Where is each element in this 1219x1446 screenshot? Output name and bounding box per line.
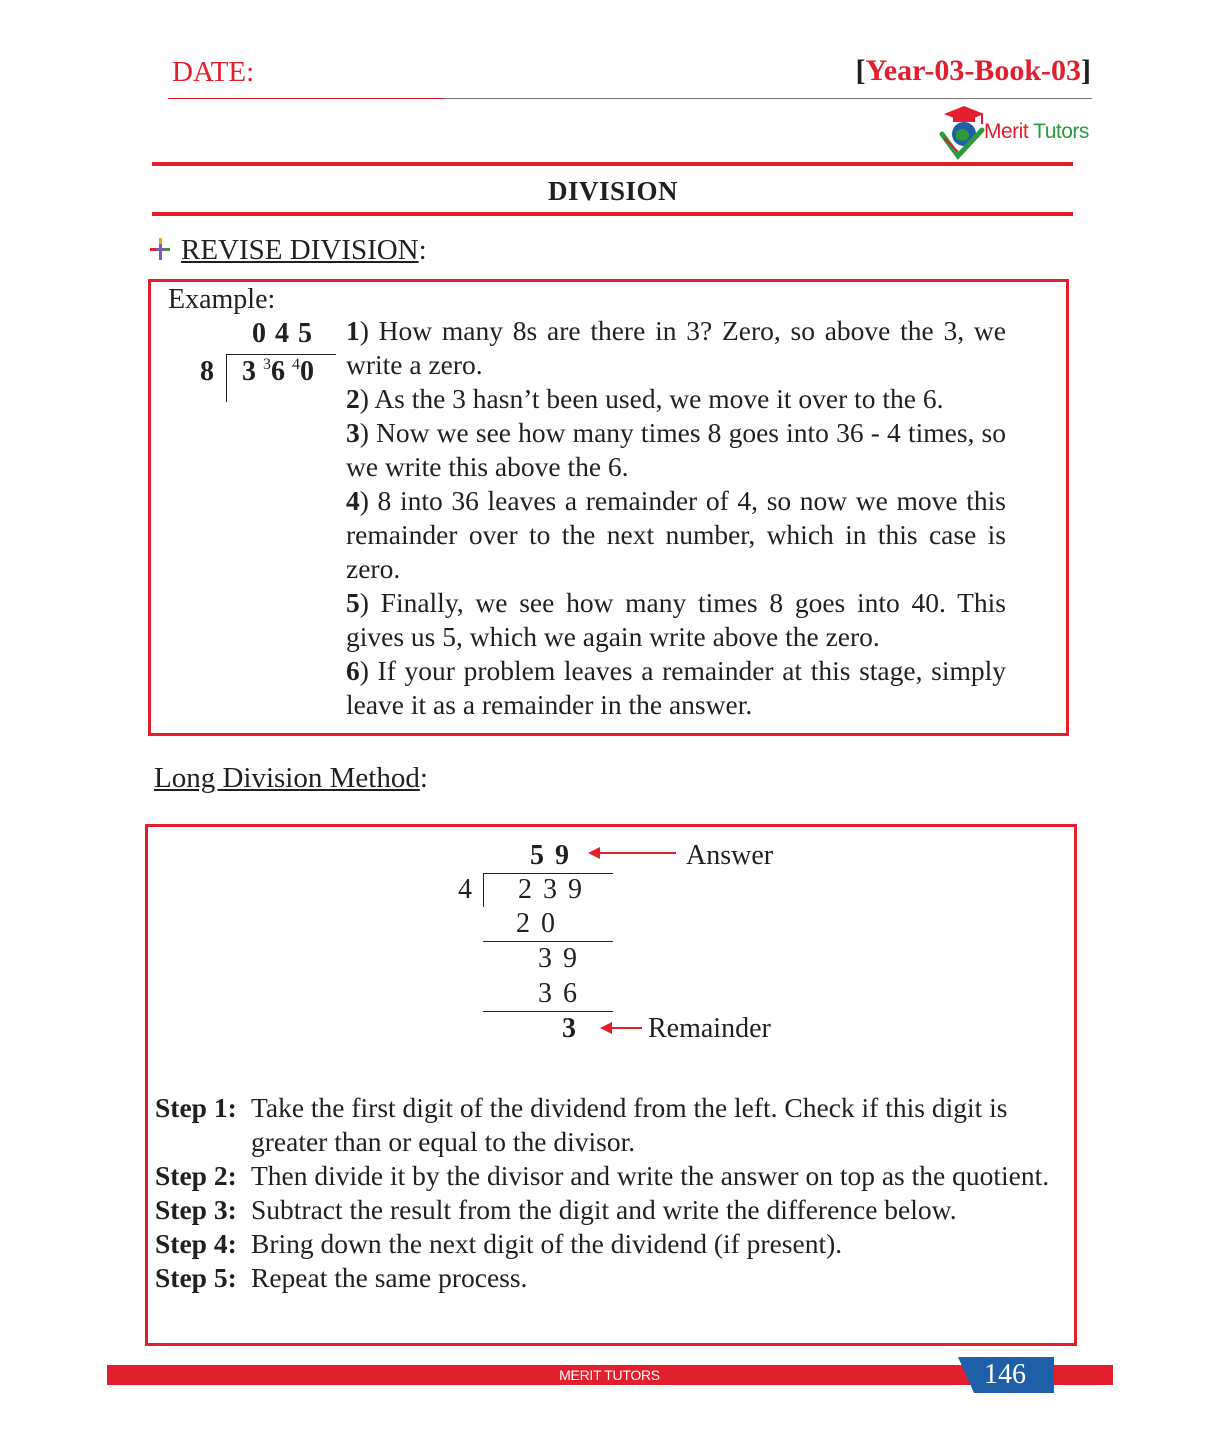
long-division-heading (154, 762, 428, 795)
carry-digit: 3 (263, 356, 271, 373)
ld-subtrahend-1: 2 0 (516, 908, 557, 939)
example-division-bracket (226, 354, 227, 402)
example-step-text: ) As the 3 hasn’t been used, we move it over to the 6. (359, 383, 944, 414)
step-text: Bring down the next digit of the dividend (if present). (251, 1228, 843, 1259)
footer-brand: MERIT TUTORS (559, 1367, 660, 1383)
dividend-digit: 3 (242, 356, 256, 387)
title-bar-bottom (152, 212, 1073, 216)
step-text: Take the first digit of the dividend from the left. Check if this digit is greater than or equal to the divisor. (251, 1092, 1008, 1157)
ld-remainder-value: 3 (562, 1013, 576, 1044)
book-bracket-open: [ (855, 54, 866, 87)
ld-divisor: 4 (458, 874, 472, 905)
example-step-text: ) How many 8s are there in 3? Zero, so above the 3, we write a zero. (346, 315, 1006, 380)
ld-remainder-label: Remainder (648, 1013, 771, 1044)
example-division-vinculum (226, 354, 336, 355)
example-step (346, 416, 1006, 484)
example-step (346, 382, 1006, 416)
logo-word-merit: Merit (984, 120, 1029, 143)
example-step-text: ) Now we see how many times 8 goes into 36 - 4 times, so we write this above the 6. (346, 417, 1006, 482)
step-label: Step 4: (155, 1228, 237, 1259)
logo-word-tutors: Tutors (1033, 120, 1089, 143)
step-row (155, 1261, 1071, 1295)
step-row (155, 1159, 1071, 1193)
ld-subtraction-line-1 (483, 941, 613, 942)
example-dividend (242, 356, 314, 388)
step-text: Repeat the same process. (251, 1262, 528, 1293)
ld-partial-remainder: 3 9 (538, 943, 579, 974)
ld-answer-label: Answer (686, 840, 774, 871)
step-label: Step 1: (155, 1092, 237, 1123)
step-label: Step 3: (155, 1194, 237, 1225)
example-divisor: 8 (200, 356, 214, 387)
ld-subtrahend-2: 3 6 (538, 978, 579, 1009)
example-step-number: 5 (346, 587, 360, 618)
title-bar-top (152, 162, 1073, 166)
logo-text (984, 120, 1089, 144)
example-step (346, 654, 1006, 722)
example-step (346, 484, 1006, 586)
step-row (155, 1091, 1071, 1159)
date-label: DATE: (172, 56, 255, 88)
dividend-digit: 0 (300, 356, 314, 387)
book-label (855, 54, 1091, 88)
example-step-number: 2 (346, 383, 360, 414)
arrow-left-icon (600, 1020, 642, 1036)
section-title: DIVISION (547, 176, 679, 206)
example-label: Example: (168, 284, 276, 315)
book-bracket-close: ] (1081, 54, 1091, 87)
example-steps (346, 314, 1006, 722)
example-step-text: ) 8 into 36 leaves a remainder of 4, so now we move this remainder over to the next number, which in this case is zero. (346, 485, 1006, 584)
step-text: Then divide it by the divisor and write the answer on top as the quotient. (251, 1160, 1050, 1191)
long-division-heading-colon: : (419, 762, 428, 794)
header-rule (444, 98, 1092, 99)
carry-digit: 4 (292, 356, 300, 373)
step-label: Step 2: (155, 1160, 237, 1191)
example-step-text: ) Finally, we see how many times 8 goes into 40. This gives us 5, which we again write above the zero. (346, 587, 1006, 652)
ld-subtraction-line-2 (483, 1011, 613, 1012)
example-step-number: 6 (346, 655, 360, 686)
long-division-heading-text: Long Division Method (154, 762, 420, 794)
book-title: Year-03-Book-03 (865, 54, 1081, 87)
graduation-globe-icon (938, 104, 988, 162)
merit-tutors-logo (938, 104, 1098, 162)
arrow-left-icon (588, 845, 676, 861)
example-step (346, 314, 1006, 382)
date-underline (168, 98, 444, 99)
example-step-text: ) If your problem leaves a remainder at this stage, simply leave it as a remainder in the answer. (346, 655, 1006, 720)
revise-heading-colon: : (418, 234, 427, 266)
example-step-number: 1 (346, 315, 360, 346)
revise-heading (181, 234, 427, 267)
dividend-digit: 6 (271, 356, 285, 387)
pin-bullet-icon (148, 237, 172, 261)
page-number: 146 (984, 1359, 1026, 1390)
revise-heading-text: REVISE DIVISION (181, 234, 419, 266)
example-step-number: 3 (346, 417, 360, 448)
step-text: Subtract the result from the digit and write the difference below. (251, 1194, 957, 1225)
example-step-number: 4 (346, 485, 360, 516)
step-row (155, 1227, 1071, 1261)
ld-division-bracket (483, 873, 484, 907)
example-step (346, 586, 1006, 654)
step-label: Step 5: (155, 1262, 237, 1293)
example-quotient: 0 4 5 (252, 318, 313, 349)
ld-quotient: 5 9 (530, 840, 571, 871)
long-division-steps (155, 1091, 1071, 1295)
ld-dividend: 2 3 9 (518, 874, 584, 905)
step-row (155, 1193, 1071, 1227)
